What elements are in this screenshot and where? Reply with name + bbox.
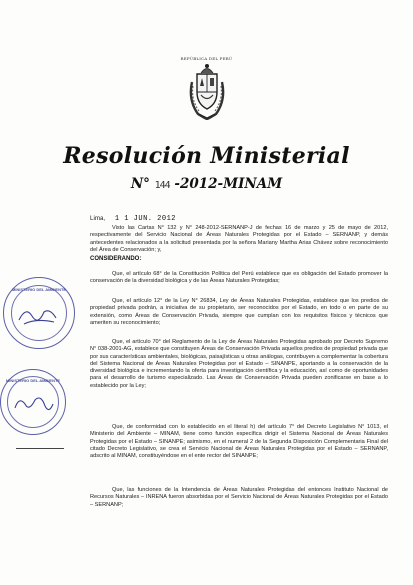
coat-of-arms-icon (186, 62, 228, 120)
considerando-heading: CONSIDERANDO: (90, 256, 142, 262)
official-seal-stamp-2 (0, 369, 66, 435)
paragraph-4: Que, de conformidad con lo establecido en el literal h) del artículo 7° del Decreto Legislativo N° 1013, el Ministerio del Ambiente – MINAM, tiene como función específica dirigir el Sistema Nacional de Áreas Naturales Protegidas por el Estado – SINANPE; asimismo, en el numeral 2 de la Segunda Disposición Complementaria Final del citado Decreto Legislativo, se crea el Servicio Nacional de Áreas Naturales Protegidas por el Estado – SERNANP, adscrito al MINAM, constituyéndose en el ente rector del SINANPE; (90, 424, 388, 460)
paragraph-5: Que, las funciones de la Intendencia de Áreas Naturales Protegidas del entonces Instituto Nacional de Recursos Naturales – INRENA fueron absorbidas por el Servicio Nacional de Áreas Naturales Protegidas por el Estado – SERNANP; (90, 487, 388, 508)
paragraph-2: Que, el artículo 12° de la Ley N° 26834, Ley de Áreas Naturales Protegidas, establece que los predios de propiedad privada podrán, a iniciativa de su propietario, ser reconocidos por el Estado, en todo o en parte de su extensión, como Áreas de Conservación Privada, siempre que cumplan con los requisitos físicos y técnicos que ameriten su reconocimiento; (90, 298, 388, 326)
signature-icon-2 (11, 392, 55, 418)
signature-icon (16, 302, 62, 328)
paragraph-1: Que, el artículo 68° de la Constitución Política del Perú establece que es obligación del Estado promover la conservación de la diversidad biológica y de las Áreas Naturales Protegidas; (90, 271, 388, 285)
paragraph-3: Que, el artículo 70° del Reglamento de la Ley de Áreas Naturales Protegidas aprobado por Decreto Supremo N° 038-2001-AG, establece que constituyen Áreas de Conservación Privada aquellos predios de propiedad privada que por sus características ambientales, biológicas, paisajísticas u otras análogas, contribuyen a complementar la cobertura del Sistema Nacional de Áreas Naturales Protegidas por el Estado – SINANPE, aportando a la conservación de la diversidad biológica e incrementando la oferta para investigación científica y la educación, así como de oportunidades para el desarrollo de turismo especializado. Las Áreas de Conservación Privada pueden zonificarse en base a lo establecido por la Ley; (90, 339, 388, 389)
number-prefix: N° (130, 176, 150, 192)
seal-text: MINISTERIO DEL AMBIENTE (11, 287, 67, 292)
margin-line (16, 448, 64, 449)
date-stamp: 1 1 JUN. 2012 (114, 215, 176, 223)
handwritten-number: 144 (154, 180, 170, 191)
dateline-place: Lima, (90, 215, 106, 222)
seal-text-2: MINISTERIO DEL AMBIENTE (5, 378, 61, 383)
document-title: Resolución Ministerial (63, 143, 350, 169)
dateline (90, 215, 176, 223)
official-seal-stamp (3, 277, 75, 349)
crest-caption: REPÚBLICA DEL PERÚ (180, 56, 233, 61)
intro-paragraph: Visto las Cartas N° 132 y N° 248-2012-SERNANP-J de fechas 16 de marzo y 25 de mayo de 2012, respectivamente del Servicio Nacional de Áreas Naturales Protegidas por el Estado – SERNANP, y demás antecedentes relacionados a la solicitud presentada por la señora Mariany Martha Arias Chávez sobre reconocimiento del Área de Conservación; y, (90, 225, 388, 253)
number-suffix: -2012-MINAM (174, 176, 283, 192)
resolution-number (0, 176, 413, 192)
